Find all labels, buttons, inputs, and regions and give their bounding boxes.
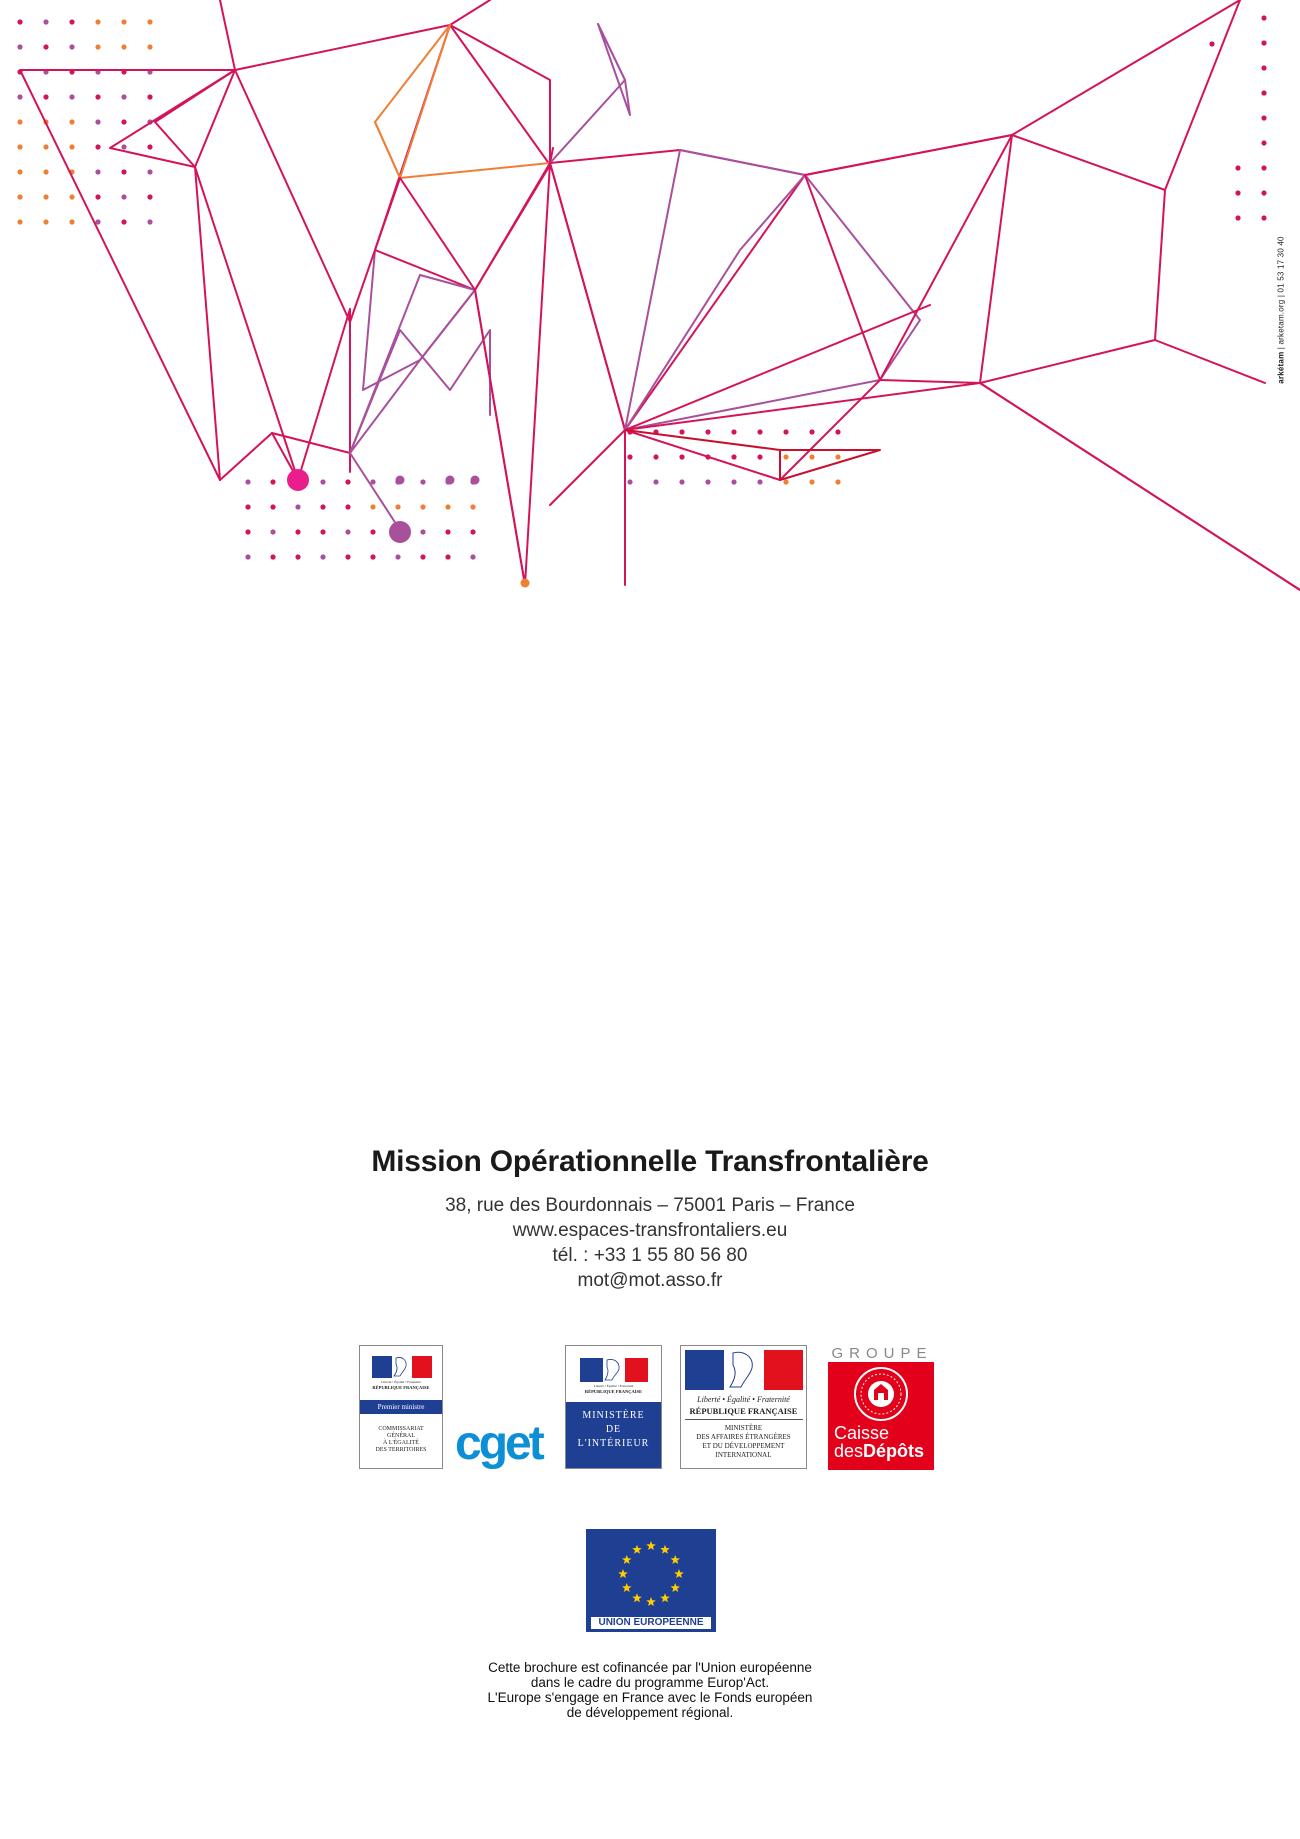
grid-dot [757,429,762,434]
grid-dot [783,454,788,459]
eu-star-icon [660,1545,670,1554]
grid-dot [147,44,152,49]
network-line [475,163,550,585]
network-line [625,305,930,430]
grid-dot [757,454,762,459]
network-line [1165,0,1240,190]
grid-dot [445,529,450,534]
cdc-line-2 [834,1442,924,1460]
eu-logo [586,1529,716,1632]
mae-line-4: INTERNATIONAL [715,1451,772,1459]
org-email-link[interactable]: mot@mot.asso.fr [577,1270,723,1291]
grid-dot [270,529,275,534]
grid-dot [245,479,250,484]
grid-dot [705,479,710,484]
cget-line-1: COMMISSARIAT [378,1426,424,1432]
network-line [625,383,980,430]
grid-dot [1235,15,1240,20]
cdc-line-2-prefix: des [834,1441,864,1461]
eu-star-icon [670,1555,680,1564]
agency-phone: 01 53 17 30 40 [1276,236,1286,293]
grid-dot [295,529,300,534]
grid-dot [245,504,250,509]
mae-line-2: DES AFFAIRES ÉTRANGÈRES [696,1433,791,1441]
republic-text: RÉPUBLIQUE FRANÇAISE [372,1385,430,1390]
node-dot [471,476,480,485]
network-line [350,453,400,530]
grid-dot [809,454,814,459]
eu-stars-icon [586,1529,716,1619]
network-line [195,167,220,480]
grid-dot [345,554,350,559]
grid-dot [1235,140,1240,145]
marianne-icon [603,1358,625,1382]
grid-dot [17,19,22,24]
marianne-icon [392,1356,412,1378]
network-line [625,175,920,430]
agency-website: arketam.org [1276,299,1286,345]
grid-dot [627,479,632,484]
grid-dot [370,554,375,559]
grid-dot [420,529,425,534]
grid-dot [370,504,375,509]
grid-dot [470,529,475,534]
grid-dot [445,554,450,559]
grid-dot [121,44,126,49]
grid-dot [121,169,126,174]
grid-dot [95,94,100,99]
grid-dot [445,504,450,509]
grid-dot [420,479,425,484]
network-line [550,163,625,585]
node-dot [521,579,530,588]
grid-dot [1261,215,1266,220]
eu-star-icon [632,1593,642,1602]
grid-dot [43,169,48,174]
eu-star-icon [622,1583,632,1592]
grid-dot [17,219,22,224]
agency-name: arkétam [1276,351,1286,384]
grid-dot [679,454,684,459]
republic-text: RÉPUBLIQUE FRANÇAISE [689,1406,798,1416]
eu-star-icon [670,1583,680,1592]
grid-dot [320,554,325,559]
node-dot [396,476,405,485]
eu-star-icon [622,1555,632,1564]
grid-dot [17,144,22,149]
network-line [20,70,350,480]
grid-dot [679,479,684,484]
grid-dot [69,44,74,49]
caisse-depots-logo [828,1362,934,1470]
grid-dot [1235,115,1240,120]
network-line [363,250,475,390]
divider [685,1419,803,1420]
grid-dot [245,554,250,559]
grid-dot [69,94,74,99]
partner-logos [0,1345,1300,1475]
node-dot [287,469,309,491]
grid-dot [345,479,350,484]
grid-dot [370,529,375,534]
grid-dot [69,194,74,199]
grid-dot [705,429,710,434]
grid-dot [121,194,126,199]
interieur-line-1: MINISTÈRE [582,1410,645,1421]
grid-dot [345,504,350,509]
grid-dot [17,119,22,124]
funding-note-line-1: Cette brochure est cofinancée par l'Union européenne [488,1660,812,1675]
network-line [110,0,490,167]
grid-dot [95,219,100,224]
network-nodes [287,469,530,588]
eu-star-icon [646,1597,656,1606]
grid-dot [1261,115,1266,120]
network-line [20,0,235,70]
marianne-icon [727,1350,761,1390]
premier-ministre-band: Premier ministre [360,1400,442,1414]
network-line [155,70,350,322]
network-line [350,178,400,322]
grid-dot [43,44,48,49]
cdc-seal-icon [851,1364,911,1424]
grid-dot [43,144,48,149]
grid-dot [95,194,100,199]
grid-dot [295,504,300,509]
grid-dot [1209,41,1214,46]
grid-dot [95,169,100,174]
grid-dot [17,194,22,199]
grid-dot [121,94,126,99]
grid-dot [147,194,152,199]
grid-dot [320,504,325,509]
eu-star-icon [632,1545,642,1554]
network-line [980,383,1300,590]
ministere-affaires-etrangeres-logo [680,1345,807,1469]
network-line [550,430,625,505]
grid-dot [43,94,48,99]
grid-dot [1235,215,1240,220]
grid-dot [121,219,126,224]
agency-credit: arkétam | arketam.org | 01 53 17 30 40 [1276,236,1286,384]
grid-dot [783,479,788,484]
motto-text: Liberté • Égalité • Fraternité [697,1395,790,1404]
grid-dot [270,479,275,484]
grid-dot [653,479,658,484]
interieur-band [566,1402,661,1468]
cget-line-4: DES TERRITOIRES [375,1447,427,1453]
eu-label: UNION EUROPÉENNE [590,1616,712,1630]
grid-dot [809,429,814,434]
grid-dot [17,94,22,99]
grid-dot [147,144,152,149]
ministere-interieur-logo [565,1345,662,1469]
org-phone: tél. : +33 1 55 80 56 80 [552,1245,748,1266]
cget-logo: cget [455,1417,542,1470]
grid-dot [147,219,152,224]
motto-text: Liberté • Égalité • Fraternité [593,1384,634,1388]
grid-dot [653,454,658,459]
grid-dot [1261,15,1266,20]
grid-dot [1235,190,1240,195]
network-illustration [0,0,1300,600]
network-line [980,135,1300,590]
network-line [550,150,805,430]
grid-dot [121,144,126,149]
cdc-line-1: Caisse [834,1423,890,1443]
grid-dot [270,504,275,509]
eu-star-icon [618,1569,628,1578]
grid-dot [1235,65,1240,70]
grid-dot [147,94,152,99]
grid-dot [43,194,48,199]
grid-dot [95,44,100,49]
grid-dot [835,479,840,484]
eu-star-icon [674,1569,684,1578]
grid-dot [731,479,736,484]
eu-star-icon [660,1593,670,1602]
cdc-line-2-bold: Dépôts [863,1441,925,1461]
grid-dot [1261,140,1266,145]
grid-dot [1261,90,1266,95]
grid-dot [17,44,22,49]
network-line [805,0,1240,175]
grid-dot [121,19,126,24]
network-line [400,178,475,290]
network-line [350,330,490,453]
grid-dot [320,479,325,484]
grid-dot [1261,65,1266,70]
grid-dot [245,529,250,534]
network-line [880,135,1012,380]
grid-dot [69,19,74,24]
grid-dot [43,19,48,24]
grid-dot [1261,40,1266,45]
grid-dot [835,454,840,459]
grid-dot [95,19,100,24]
network-line [598,24,630,115]
org-address: 38, rue des Bourdonnais – 75001 Paris – France [445,1195,855,1216]
grid-dot [1235,165,1240,170]
grid-dot [395,504,400,509]
grid-dot [420,504,425,509]
republic-text: RÉPUBLIQUE FRANÇAISE [584,1389,643,1394]
grid-dot [1235,90,1240,95]
grid-dot [1261,190,1266,195]
grid-dot [270,554,275,559]
grid-dot [731,429,736,434]
network-line [625,430,780,450]
funding-note-line-4: de développement régional. [566,1705,734,1720]
network-line [1155,340,1265,383]
grid-dot [420,554,425,559]
eu-star-icon [646,1541,656,1550]
cget-line-2: GÉNÉRAL [387,1433,415,1439]
grid-dot [147,19,152,24]
grid-dot [69,219,74,224]
grid-dot [345,529,350,534]
grid-dot [627,454,632,459]
grid-dot [783,429,788,434]
mae-line-1: MINISTÈRE [724,1424,763,1432]
motto-text: Liberté • Égalité • Fraternité [381,1380,421,1384]
network-line [375,25,450,178]
cdc-group-label: GROUPE [831,1345,933,1362]
funding-note [0,1660,1300,1720]
org-name: Mission Opérationnelle Transfrontalière [371,1145,929,1178]
grid-dot [1261,165,1266,170]
grid-dot [395,554,400,559]
grid-dot [757,479,762,484]
grid-dot [731,454,736,459]
grid-dot [43,219,48,224]
grid-dot [809,479,814,484]
node-dot [389,521,411,543]
interieur-line-3: L'INTÉRIEUR [577,1438,650,1449]
grid-dot [147,169,152,174]
contact-block [0,1145,1300,1293]
mae-line-3: ET DU DÉVELOPPEMENT [702,1442,785,1450]
interieur-line-2: DE [605,1424,622,1435]
network-line [550,24,625,163]
grid-dot [121,119,126,124]
network-line [475,290,525,585]
premier-ministre-logo [359,1345,443,1469]
network-lines [20,0,1300,590]
grid-dot [470,504,475,509]
funding-note-line-2: dans le cadre du programme Europ'Act. [530,1675,770,1690]
cget-line-3: À L'ÉGALITÉ [383,1440,419,1446]
grid-dot [1235,40,1240,45]
grid-dot [95,144,100,149]
node-dot [446,476,455,485]
funding-note-line-3: L'Europe s'engage en France avec le Fonds européen [487,1690,813,1705]
grid-dot [295,554,300,559]
org-website-link[interactable]: www.espaces-transfrontaliers.eu [512,1220,788,1241]
grid-dot [320,529,325,534]
grid-dot [679,429,684,434]
grid-dot [17,169,22,174]
grid-dot [470,554,475,559]
network-line [195,167,298,480]
grid-dot [835,429,840,434]
grid-dot [69,144,74,149]
grid-dot [95,119,100,124]
grid-dot [69,119,74,124]
